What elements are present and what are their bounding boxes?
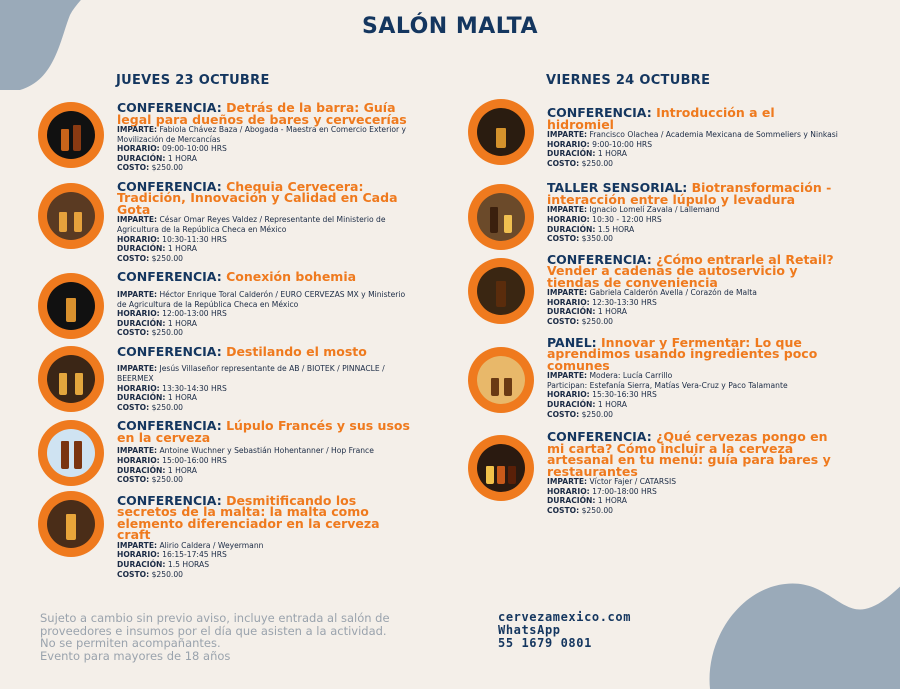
- page-title: SALÓN MALTA: [362, 14, 538, 39]
- cost-value: $250.00: [581, 158, 613, 168]
- disclaimer-line: Evento para mayores de 18 años: [40, 648, 231, 663]
- field-label: HORARIO:: [117, 455, 160, 465]
- event-topic: Conexión bohemia: [226, 269, 357, 285]
- event-topic: Introducción a el hidromiel: [547, 105, 775, 132]
- beer-bottles-photo-icon: [468, 184, 534, 250]
- duration-value: 1.5 HORAS: [167, 559, 210, 569]
- field-label: COSTO:: [117, 328, 150, 338]
- event-item: [500, 334, 840, 419]
- event-topic: Desmitificando los secretos de la malta: la malta como elemento diferenciador en la cerveza craft: [117, 492, 380, 543]
- event-item: [500, 251, 840, 327]
- field-label: DURACIÓN:: [117, 153, 166, 163]
- cost-value: $250.00: [151, 328, 183, 338]
- duration-value: 1 HORA: [167, 465, 197, 475]
- field-label: COSTO:: [547, 409, 580, 419]
- day-column-thursday: [70, 73, 410, 579]
- event-topic: Detrás de la barra: Guía legal para dueños de bares y cervecerías: [117, 100, 407, 127]
- field-label: IMPARTE:: [547, 205, 588, 215]
- disclaimer-note: [40, 612, 460, 662]
- time-value: 15:30-16:30 HRS: [592, 390, 657, 400]
- cost-value: $250.00: [581, 505, 613, 515]
- cost-value: $250.00: [151, 402, 183, 412]
- disclaimer-line: Sujeto a cambio sin previo aviso, incluye entrada al salón de: [40, 611, 390, 625]
- beer-pour-photo-icon: [38, 273, 104, 339]
- beer-photo-icon: [38, 102, 104, 168]
- field-label: COSTO:: [547, 317, 580, 327]
- duration-value: 1 HORA: [167, 244, 197, 254]
- cost-value: $250.00: [581, 317, 613, 327]
- field-label: DURACIÓN:: [547, 149, 596, 159]
- cost-value: $250.00: [151, 475, 183, 485]
- field-label: DURACIÓN:: [547, 307, 596, 317]
- event-item: [70, 271, 410, 337]
- cost-value: $250.00: [151, 569, 183, 579]
- cost-value: $350.00: [581, 234, 613, 244]
- duration-value: 1 HORA: [597, 496, 627, 506]
- event-item: [70, 492, 410, 579]
- decorative-blob-bottom-right: [700, 569, 900, 689]
- event-item: [500, 182, 840, 243]
- field-label: HORARIO:: [117, 234, 160, 244]
- speaker-value: Héctor Enrique Toral Calderón / EURO CERVEZAS MX y Ministerio de Agricultura de la República Checa en México: [117, 289, 406, 309]
- field-label: IMPARTE:: [117, 125, 158, 134]
- event-topic: Destilando el mosto: [226, 343, 367, 359]
- field-label: DURACIÓN:: [117, 393, 166, 403]
- beer-glass-photo-icon: [38, 491, 104, 557]
- field-label: COSTO:: [117, 569, 150, 579]
- field-label: HORARIO:: [547, 486, 590, 496]
- speaker-value: César Omar Reyes Valdez / Representante del Ministerio de Agricultura de la República Checa en México: [117, 215, 386, 235]
- moderator-value: Modera: Lucía Carrillo: [589, 371, 673, 381]
- duration-value: 1 HORA: [597, 149, 627, 159]
- field-label: DURACIÓN:: [117, 559, 166, 569]
- field-label: DURACIÓN:: [547, 224, 596, 234]
- beer-bottles-ice-photo-icon: [38, 420, 104, 486]
- speaker-value: Víctor Fajer / CATARSIS: [589, 477, 677, 487]
- event-topic: Biotransformación - interacción entre lúpulo y levadura: [547, 180, 832, 207]
- disclaimer-line: No se permiten acompañantes.: [40, 636, 221, 650]
- field-label: IMPARTE:: [547, 477, 588, 487]
- field-label: IMPARTE:: [117, 289, 158, 299]
- beer-flight-photo-icon: [468, 435, 534, 501]
- field-label: DURACIÓN:: [547, 399, 596, 409]
- phone-number[interactable]: 55 1679 0801: [498, 636, 592, 650]
- event-item: [70, 343, 410, 412]
- beer-bottle-hand-photo-icon: [468, 258, 534, 324]
- speaker-value: Ignacio Lomelí Zavala / Lallemand: [589, 205, 720, 215]
- duration-value: 1 HORA: [167, 393, 197, 403]
- time-value: 10:30-11:30 HRS: [162, 234, 227, 244]
- field-label: DURACIÓN:: [117, 465, 166, 475]
- event-type: CONFERENCIA:: [117, 100, 222, 115]
- speaker-value: Francisco Olachea / Academia Mexicana de Sommeliers y Ninkasi: [589, 130, 838, 139]
- field-label: COSTO:: [117, 475, 150, 485]
- field-label: COSTO:: [547, 158, 580, 168]
- speaker-value: Antoine Wuchner y Sebastián Hohentanner / Hop France: [159, 446, 374, 456]
- event-type: CONFERENCIA:: [547, 429, 652, 445]
- event-type: TALLER SENSORIAL:: [547, 180, 688, 196]
- day-heading: JUEVES 23 OCTUBRE: [116, 73, 270, 88]
- field-label: HORARIO:: [547, 390, 590, 400]
- time-value: 17:00-18:00 HRS: [592, 486, 657, 496]
- cost-value: $250.00: [581, 409, 613, 419]
- day-heading: VIERNES 24 OCTUBRE: [546, 73, 711, 88]
- time-value: 9:00-10:00 HRS: [592, 139, 653, 149]
- field-label: HORARIO:: [117, 144, 160, 154]
- duration-value: 1.5 HORA: [597, 224, 635, 234]
- cost-value: $250.00: [151, 163, 183, 173]
- time-value: 09:00-10:00 HRS: [162, 144, 227, 154]
- field-label: IMPARTE:: [547, 371, 588, 381]
- event-item: [70, 178, 410, 263]
- field-label: COSTO:: [117, 163, 150, 173]
- event-topic: Innovar y Fermentar: Lo que aprendimos usando ingredientes poco comunes: [547, 334, 818, 373]
- sunset-toast-photo-icon: [468, 347, 534, 413]
- event-item: [70, 420, 410, 484]
- speaker-value: Gabriela Calderón Avella / Corazón de Malta: [589, 288, 757, 298]
- field-label: COSTO:: [117, 402, 150, 412]
- field-label: IMPARTE:: [547, 130, 588, 139]
- event-type: CONFERENCIA:: [117, 178, 222, 194]
- duration-value: 1 HORA: [597, 307, 627, 317]
- day-column-friday: [500, 73, 840, 515]
- speaker-value: Jesús Villaseñor representante de AB / BIOTEK / PINNACLE / BEERMEX: [117, 364, 385, 383]
- duration-value: 1 HORA: [167, 318, 197, 328]
- speaker-value: Alirio Caldera / Weyermann: [159, 540, 264, 550]
- field-label: COSTO:: [547, 505, 580, 515]
- panelists-value: Participan: Estefanía Sierra, Matías Vera-Cruz y Paco Talamante: [547, 380, 788, 390]
- event-type: CONFERENCIA:: [117, 492, 222, 508]
- website-link[interactable]: cervezamexico.com: [498, 610, 632, 624]
- field-label: HORARIO:: [547, 214, 590, 224]
- whatsapp-label: WhatsApp: [498, 623, 561, 637]
- time-value: 12:30-13:30 HRS: [592, 297, 657, 307]
- field-label: HORARIO:: [117, 550, 160, 560]
- event-topic: Chequia Cervecera: Tradición, Innovación y Calidad en Cada Gota: [117, 178, 398, 217]
- duration-value: 1 HORA: [167, 153, 197, 163]
- event-item: [70, 102, 410, 173]
- event-type: CONFERENCIA:: [547, 105, 652, 120]
- event-type: CONFERENCIA:: [117, 269, 222, 285]
- field-label: HORARIO:: [117, 309, 160, 319]
- field-label: IMPARTE:: [117, 364, 158, 374]
- event-type: CONFERENCIA:: [547, 251, 652, 267]
- cost-value: $250.00: [151, 253, 183, 263]
- field-label: IMPARTE:: [547, 288, 588, 298]
- event-topic: Lúpulo Francés y sus usos en la cerveza: [117, 418, 410, 445]
- field-label: DURACIÓN:: [547, 496, 596, 506]
- time-value: 16:15-17:45 HRS: [162, 550, 227, 560]
- event-item: [500, 107, 840, 168]
- time-value: 10:30 - 12:00 HRS: [592, 214, 662, 224]
- event-type: PANEL:: [547, 334, 597, 350]
- event-type: CONFERENCIA:: [117, 418, 222, 434]
- time-value: 15:00-16:00 HRS: [162, 455, 227, 465]
- field-label: COSTO:: [117, 253, 150, 263]
- speaker-value: Fabiola Chávez Baza / Abogada - Maestra en Comercio Exterior y Movilización de Mercancías: [117, 125, 407, 144]
- disclaimer-line: proveedores e insumos por el día que asisten a la actividad.: [40, 623, 387, 638]
- field-label: COSTO:: [547, 234, 580, 244]
- beer-toast-photo-icon: [38, 183, 104, 249]
- time-value: 12:00-13:00 HRS: [162, 309, 227, 319]
- contact-block: [498, 611, 631, 650]
- field-label: DURACIÓN:: [117, 244, 166, 254]
- event-topic: ¿Cómo entrarle al Retail? Vender a cadenas de autoservicio y tiendas de conveniencia: [547, 251, 834, 290]
- field-label: IMPARTE:: [117, 446, 158, 456]
- field-label: HORARIO:: [547, 297, 590, 307]
- event-type: CONFERENCIA:: [117, 343, 222, 359]
- time-value: 13:30-14:30 HRS: [162, 383, 227, 393]
- event-topic: ¿Qué cervezas pongo en mi carta? Cómo incluir a la cerveza artesanal en tu menú: guía para bares y restaurantes: [547, 429, 831, 479]
- cheers-photo-icon: [38, 346, 104, 412]
- field-label: HORARIO:: [117, 383, 160, 393]
- field-label: DURACIÓN:: [117, 318, 166, 328]
- field-label: HORARIO:: [547, 139, 590, 149]
- event-item: [500, 431, 840, 515]
- mead-photo-icon: [468, 99, 534, 165]
- duration-value: 1 HORA: [597, 399, 627, 409]
- field-label: IMPARTE:: [117, 215, 158, 225]
- field-label: IMPARTE:: [117, 540, 158, 550]
